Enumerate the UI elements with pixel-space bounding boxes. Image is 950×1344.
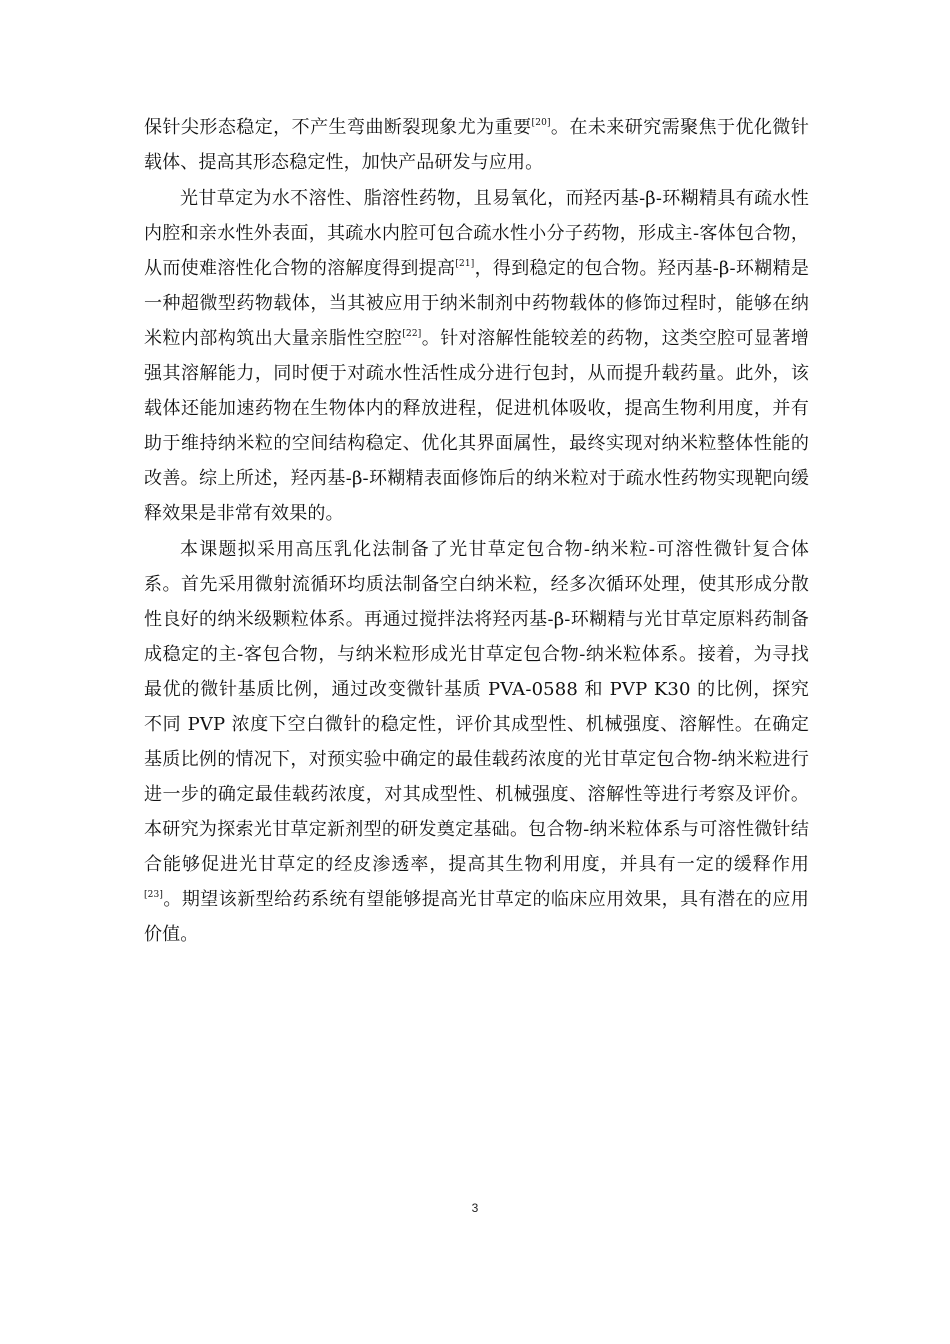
page-number: 3 [471,1201,479,1215]
paragraph-2 [144,181,809,531]
text-segment: 。针对溶解性能较差的药物，这类空腔可显著增强其溶解能力，同时便于对疏水性活性成分进行包封，从而提升载药量。此外，该载体还能加速药物在生物体内的释放进程，促进机体吸收，提高生物利用度，并有助于维持纳米粒的空间结构稳定、优化其界面属性，最终实现对纳米粒整体性能的改善。综上所述，羟丙基-β-环糊精表面修饰后的纳米粒对于疏水性药物实现靶向缓释效果是非常有效果的。 [144,328,809,524]
text-segment: 保针尖形态稳定，不产生弯曲断裂现象尤为重要 [144,117,532,138]
text-segment: 光甘草定为水不溶性、脂溶性药物，且易氧化，而羟丙基-β-环糊精具有疏水性内腔和亲水性外表面，其疏水内腔可包合疏水性小分子药物，形成主-客体包合物，从而使难溶性化合物的溶解度得到提高 [144,188,809,279]
citation-21: [21] [455,259,475,269]
text-segment: 。期望该新型给药系统有望能够提高光甘草定的临床应用效果，具有潜在的应用价值。 [144,889,809,945]
body-text [144,110,809,952]
paragraph-1 [144,110,809,180]
text-segment: ，得到稳定的包合物。羟丙基-β-环糊精是一种超微型药物载体，当其被应用于纳米制剂中药物载体的修饰过程时，能够在纳米粒内部构筑出大量亲脂性空腔 [144,258,809,349]
citation-22: [22] [402,329,422,339]
paragraph-3 [144,532,809,952]
text-segment: 。在未来研究需聚焦于优化微针载体、提高其形态稳定性，加快产品研发与应用。 [144,117,809,173]
citation-23: [23] [144,890,164,900]
text-segment: 本课题拟采用高压乳化法制备了光甘草定包合物-纳米粒-可溶性微针复合体系。首先采用微射流循环均质法制备空白纳米粒，经多次循环处理，使其形成分散性良好的纳米级颗粒体系。再通过搅拌法将羟丙基-β-环糊精与光甘草定原料药制备成稳定的主-客包合物，与纳米粒形成光甘草定包合物-纳米粒体系。接着，为寻找最优的微针基质比例，通过改变微针基质 PVA-0588 和 PVP K30 的比例，探究不同 PVP 浓度下空白微针的稳定性，评价其成型性、机械强度、溶解性。在确定基质比例的情况下，对预实验中确定的最佳载药浓度的光甘草定包合物-纳米粒进行进一步的确定最佳载药浓度，对其成型性、机械强度、溶解性等进行考察及评价。本研究为探索光甘草定新剂型的研发奠定基础。包合物-纳米粒体系与可溶性微针结合能够促进光甘草定的经皮渗透率，提高其生物利用度，并具有一定的缓释作用 [144,539,809,875]
citation-20: [20] [531,118,551,128]
